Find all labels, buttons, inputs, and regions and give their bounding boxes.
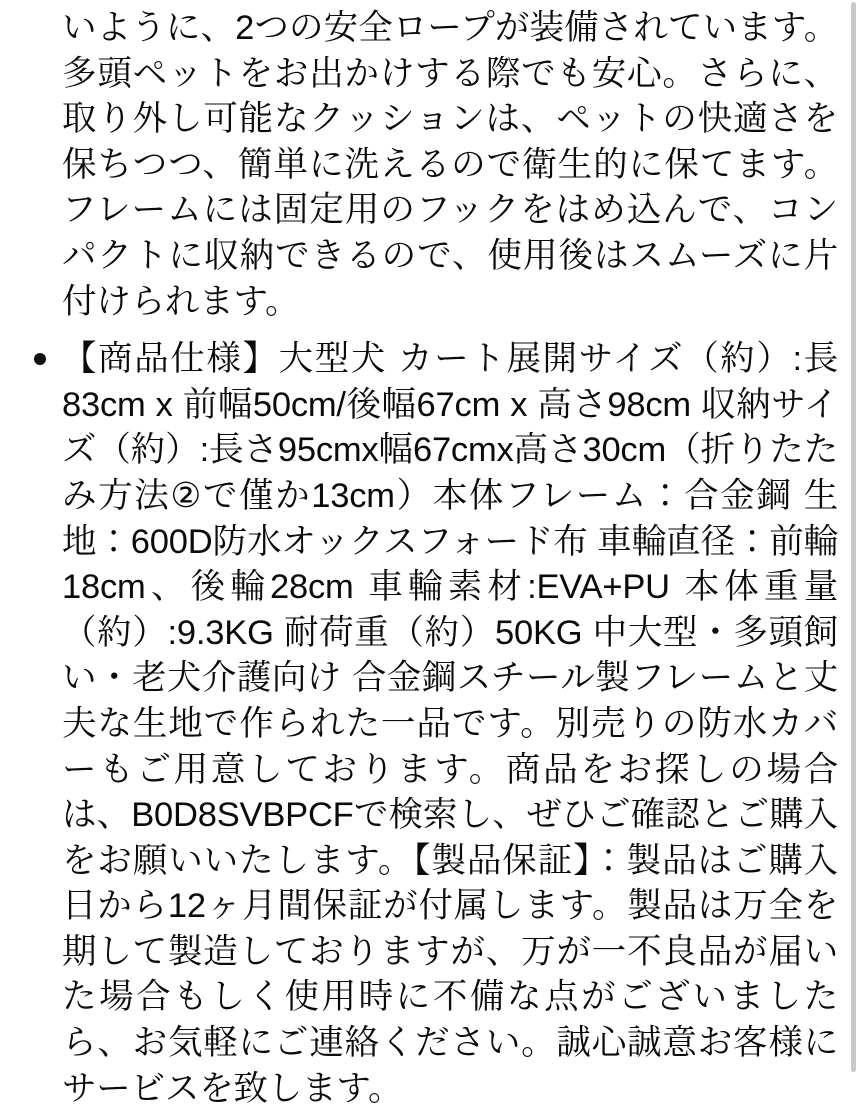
- bullet-point-icon: [34, 353, 46, 365]
- specification-text: 【商品仕様】大型犬 カート展開サイズ（約）:長83cm x 前幅50cm/後幅67cm x 高さ98cm 収納サイズ（約）:長さ95cmx幅67cmx高さ30cm（折りたたみ方法②で僅か13cm）本体フレーム：合金鋼 生地：600D防水オックスフォード布 車輪直径：前輪18cm、後輪28cm 車輪素材:EVA+PU 本体重量（約）:9.3KG 耐荷重（約）50KG 中大型・多頭飼い・老犬介護向け 合金鋼スチール製フレームと丈夫な生地で作られた一品です。別売りの防水カバーもご用意しております。商品をお探しの場合は、B0D8SVBPCFで検索し、ぜひご確認とご購入をお願いいたします。【製品保証】：製品はご購入日から12ヶ月間保証が付属します。製品は万全を期して製造しておりますが、万が一不良品が届いた場合もしく使用時に不備な点がございましたら、お気軽にご連絡ください。誠心誠意お客様にサービスを致します。: [62, 340, 838, 1108]
- list-item: [62, 337, 838, 1112]
- intro-paragraph: いように、2つの安全ロープが装備されています。多頭ペットをお出かけする際でも安心。さらに、取り外し可能なクッションは、ペットの快適さを保ちつつ、簡単に洗えるので衛生的に保てます。フレームには固定用のフックをはめ込んで、コンパクトに収納できるので、使用後はスムーズに片付けられます。: [62, 9, 838, 321]
- scrollbar-track[interactable]: [855, 0, 860, 1080]
- scrollbar-thumb[interactable]: [851, 2, 856, 1072]
